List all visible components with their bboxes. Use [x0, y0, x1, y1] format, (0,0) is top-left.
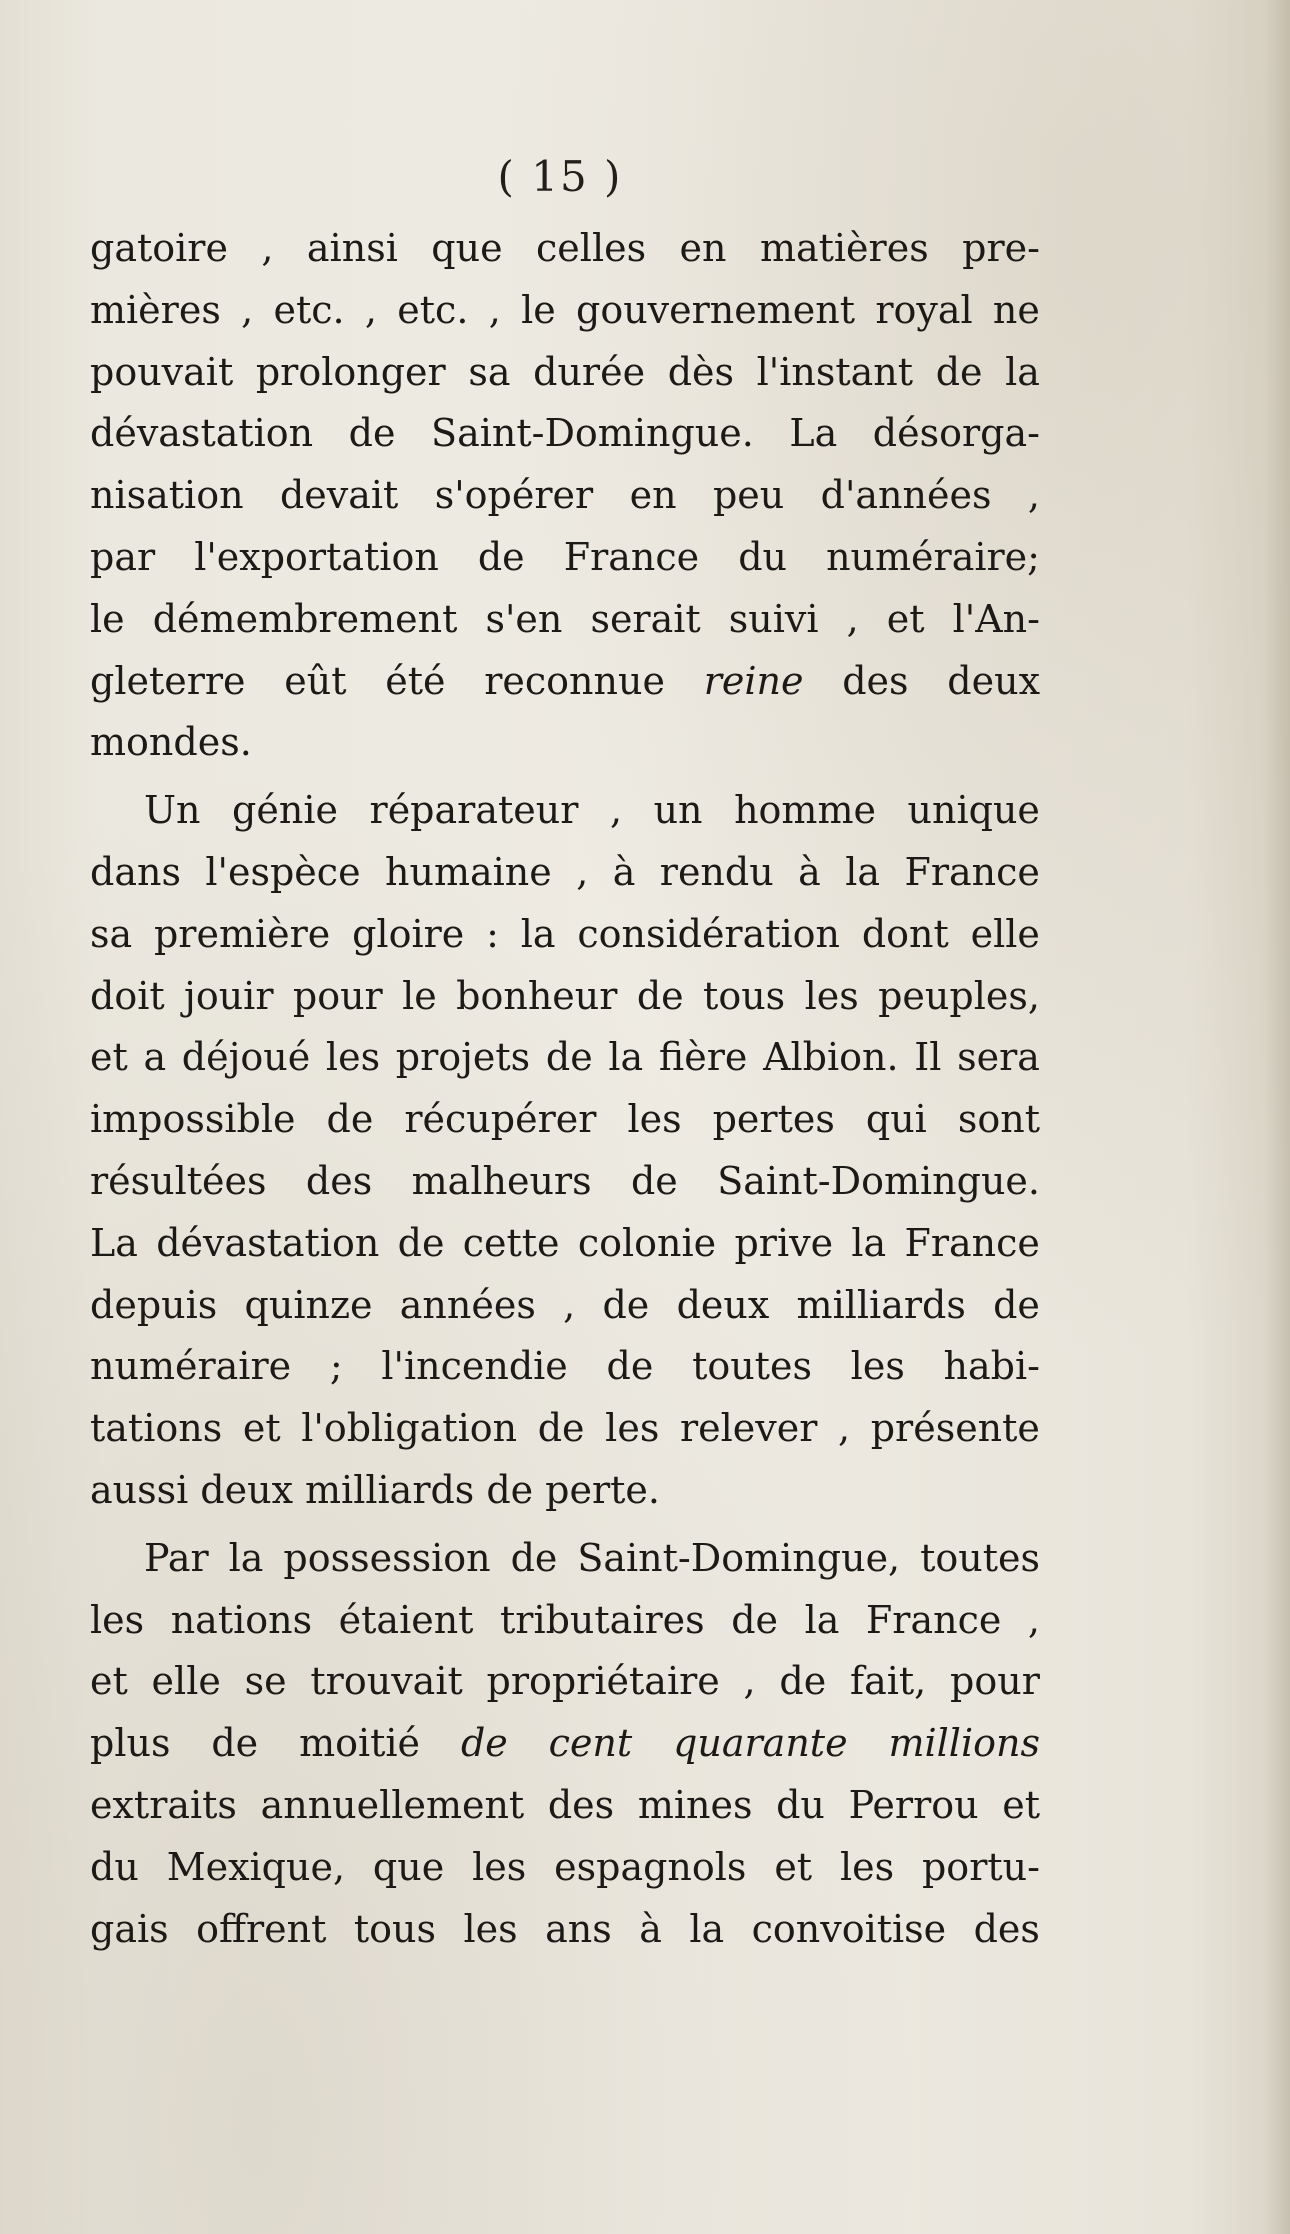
text-line: gleterre eût été reconnue reine des deux	[90, 658, 1040, 703]
text-line: depuis quinze années , de deux milliards de	[90, 1282, 1040, 1327]
text-line: gais offrent tous les ans à la convoitise des	[90, 1906, 1040, 1951]
text-line: et elle se trouvait propriétaire , de fait, pour	[90, 1659, 1040, 1704]
text-line: La dévastation de cette colonie prive la France	[90, 1220, 1040, 1265]
text-line: par l'exportation de France du numéraire;	[90, 534, 1040, 579]
text-line: aussi deux milliards de perte.	[90, 1467, 660, 1512]
page-number: ( 15 )	[497, 152, 623, 201]
text-line: plus de moitié de cent quarante millions	[90, 1721, 1040, 1766]
text-line: du Mexique, que les espagnols et les portu-	[90, 1844, 1040, 1889]
text-line: Par la possession de Saint-Domingue, toutes	[144, 1535, 1040, 1580]
text-line: sa première gloire : la considération dont elle	[90, 911, 1040, 956]
text-line: mondes.	[90, 720, 252, 765]
text-line: pouvait prolonger sa durée dès l'instant de la	[90, 349, 1040, 394]
text-line: impossible de récupérer les pertes qui sont	[90, 1097, 1040, 1142]
text-line: le démembrement s'en serait suivi , et l'An-	[90, 596, 1040, 641]
text-line: extraits annuellement des mines du Perrou et	[90, 1782, 1040, 1827]
text-line: mières , etc. , etc. , le gouvernement royal ne	[90, 287, 1040, 332]
text-line: et a déjoué les projets de la fière Albion. Il sera	[90, 1035, 1040, 1080]
text-line: numéraire ; l'incendie de toutes les habi-	[90, 1344, 1040, 1389]
body-text	[90, 218, 1040, 1960]
text-line: tations et l'obligation de les relever , présente	[90, 1406, 1040, 1451]
text-line: dans l'espèce humaine , à rendu à la France	[90, 849, 1040, 894]
text-line: doit jouir pour le bonheur de tous les peuples,	[90, 973, 1040, 1018]
text-line: nisation devait s'opérer en peu d'années ,	[90, 473, 1040, 518]
text-line: Un génie réparateur , un homme unique	[144, 788, 1040, 833]
text-line: résultées des malheurs de Saint-Domingue.	[90, 1158, 1040, 1203]
text-line: les nations étaient tributaires de la France ,	[90, 1597, 1040, 1642]
page-edge-shadow	[1264, 0, 1290, 2234]
text-line: gatoire , ainsi que celles en matières pre-	[90, 226, 1040, 270]
text-line: dévastation de Saint-Domingue. La désorga-	[90, 411, 1040, 456]
